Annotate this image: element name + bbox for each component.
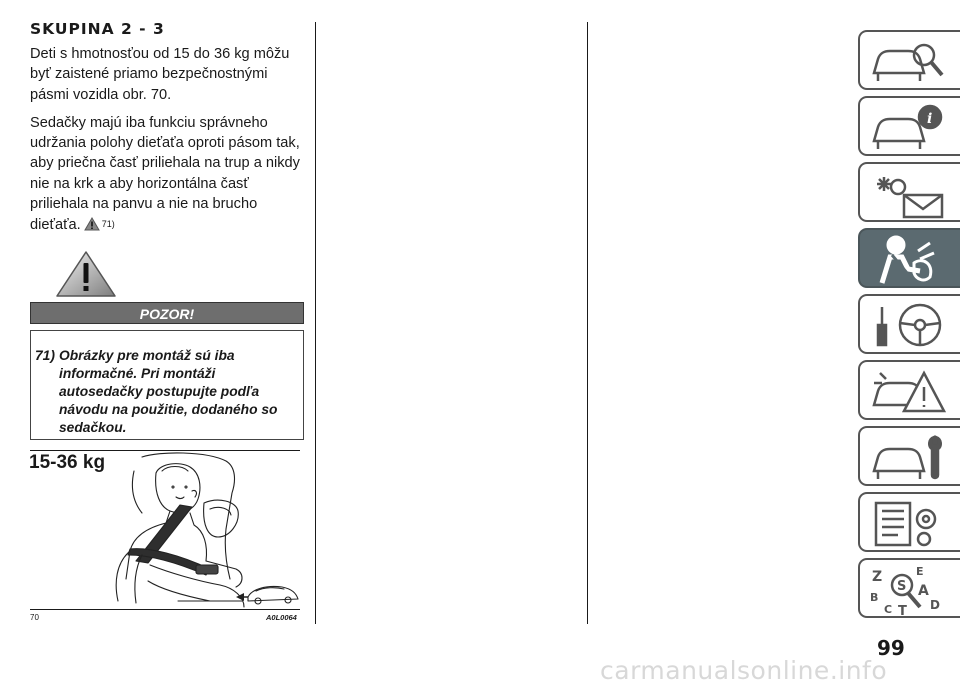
warning-text	[35, 347, 293, 437]
paragraph-2	[30, 113, 304, 238]
svg-text:i: i	[927, 111, 933, 127]
child-seat-illustration	[30, 451, 300, 609]
svg-text:E: E	[916, 565, 924, 578]
car-warning-icon	[874, 373, 944, 411]
tab-technical-data[interactable]	[858, 492, 960, 552]
paragraph-1: Deti s hmotnosťou od 15 do 36 kg môžu byť zaistené priamo bezpečnostnými pásmi vozidla obr. 70.	[30, 46, 290, 103]
svg-text:A: A	[918, 583, 929, 599]
warning-triangle-icon	[55, 250, 117, 303]
warning-title-bar: POZOR!	[30, 302, 304, 324]
warning-number: 71)	[35, 348, 55, 363]
tab-safety[interactable]	[858, 228, 960, 288]
figure-weight-label: 15-36 kg	[29, 452, 106, 473]
figure-code: A0L0064	[266, 613, 297, 622]
tab-dashboard[interactable]	[858, 30, 960, 90]
svg-text:C: C	[884, 603, 893, 615]
warning-body: Obrázky pre montáž sú iba informačné. Pri montáži autosedačky postupujte podľa návodu na použitie, dodaného so sedačkou.	[59, 348, 278, 435]
figure-number: 70	[30, 613, 39, 622]
key-steering-icon	[878, 305, 940, 345]
tab-starting-driving[interactable]	[858, 294, 960, 354]
alphabet-index-icon	[868, 563, 948, 615]
footnote-reference: 71)	[101, 219, 115, 230]
tab-maintenance[interactable]	[858, 426, 960, 486]
column-separator-1	[315, 22, 316, 624]
car-wrench-icon	[874, 437, 941, 479]
main-column	[30, 18, 304, 246]
checklist-gear-icon	[876, 503, 935, 545]
paragraph-2-text: Sedačky majú iba funkciu správneho udržania polohy dieťaťa oproti pásom tak, aby priečna časť priliehala na trup a nikdy nie na krk a aby horizontálna časť priliehala na panvu a nie na brucho dieťaťa.	[30, 114, 300, 234]
tab-lights-warnings[interactable]	[858, 162, 960, 222]
seat-airbag-icon	[882, 237, 934, 283]
warning-triangle-icon	[84, 217, 100, 237]
svg-text:T: T	[898, 604, 907, 615]
svg-text:S: S	[897, 579, 907, 594]
column-separator-2	[587, 22, 588, 624]
section-heading: SKUPINA 2 - 3	[30, 20, 165, 38]
page-number: 99	[877, 636, 905, 660]
svg-text:B: B	[870, 591, 879, 604]
svg-text:D: D	[930, 598, 940, 612]
light-message-icon	[877, 177, 942, 217]
warning-box	[30, 330, 304, 440]
car-search-icon	[874, 51, 924, 81]
tab-index[interactable]	[858, 558, 960, 618]
car-info-icon	[874, 119, 924, 149]
tab-emergency[interactable]	[858, 360, 960, 420]
tab-getting-to-know[interactable]	[858, 96, 960, 156]
svg-text:Z: Z	[872, 569, 883, 585]
watermark-text: carmanualsonline.info	[600, 656, 888, 685]
figure-bottom-rule	[30, 609, 300, 610]
